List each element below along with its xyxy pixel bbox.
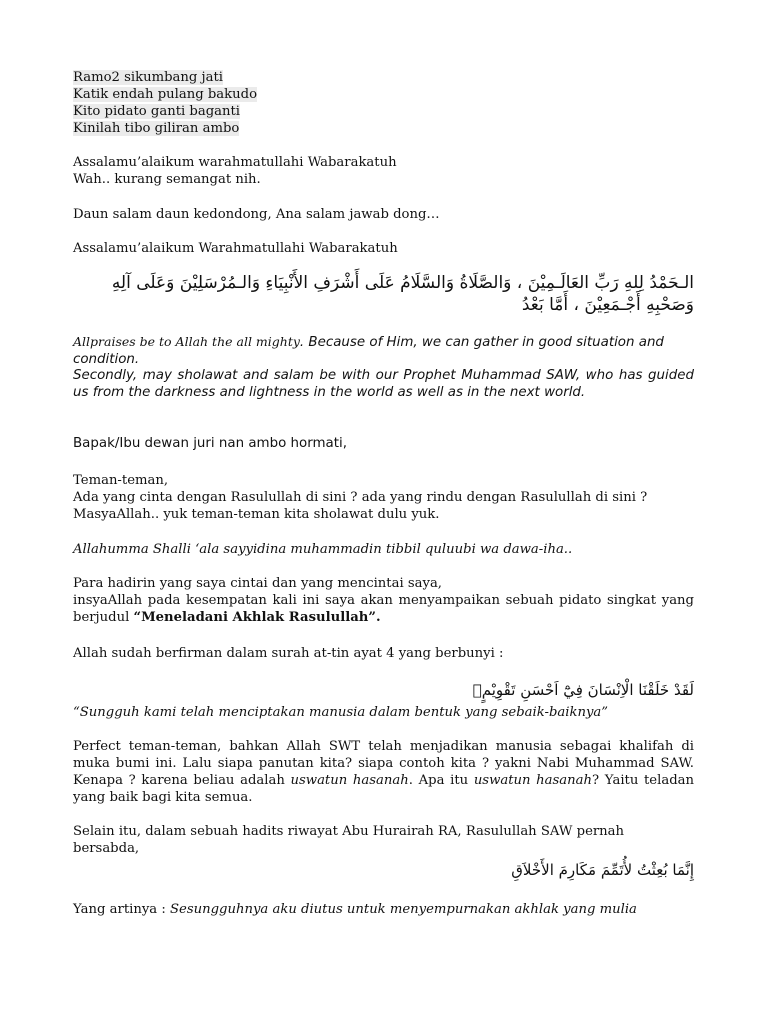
pantun-line-2: Katik endah pulang bakudo [73, 87, 258, 102]
arabic-hadith: إِنَّمَا بُعِثْتُ لأُتَمِّمَ مَكَارِمَ الأَخْلاَقِ [511, 861, 694, 879]
hadith-meaning-text: Sesungguhnya aku diutus untuk menyempurnakan akhlak yang mulia [170, 902, 637, 917]
quran-intro: Allah sudah berfirman dalam surah at-tin ayat 4 yang berbunyi : [73, 646, 504, 661]
friends-question: Ada yang cinta dengan Rasulullah di sini ? ada yang rindu dengan Rasulullah di sini ? [73, 490, 648, 505]
sholawat-text: Allahumma Shalli ‘ala sayyidina muhammadin tibbil quluubi wa dawa-iha.. [73, 542, 573, 557]
perfect-text-2: . Apa itu [408, 773, 474, 788]
salam-greeting: Assalamu’alaikum warahmatullahi Wabarakatuh [73, 155, 397, 170]
translation-part1-serif: Allpraises be to Allah the all mighty [73, 334, 300, 349]
address-jury: Bapak/Ibu dewan juri nan ambo hormati, [73, 436, 347, 451]
opening-pantun [73, 69, 257, 137]
intro-line-2: insyaAllah pada kesempatan kali ini saya akan menyampaikan sebuah pidato singkat yang berjudul [73, 593, 694, 625]
speech-title: “Meneladani Akhlak Rasulullah”. [133, 610, 381, 625]
intro-block [73, 575, 694, 626]
perfect-paragraph [73, 738, 694, 806]
hadith-meaning [73, 901, 637, 918]
english-translation [73, 334, 694, 401]
translation-part2: Secondly, may sholawat and salam be with our Prophet Muhammad SAW, who has guided us from the darkness and lightness in the world as well as in the next world. [73, 368, 694, 400]
intro-line-1: Para hadirin yang saya cintai dan yang mencintai saya, [73, 576, 442, 591]
perfect-text-3: ? Yaitu teladan yang baik bagi kita semua. [73, 773, 694, 805]
ayat-translation: “Sungguh kami telah menciptakan manusia dalam bentuk yang sebaik-baiknya” [73, 705, 609, 720]
pantun-line-1: Ramo2 sikumbang jati [73, 70, 223, 85]
perfect-text-1: Perfect teman-teman, bahkan Allah SWT telah menjadikan manusia sebagai khalifah di muka bumi ini. Lalu siapa panutan kita? siapa contoh kita ? yakni Nabi Muhammad SAW. Kenapa ? karena beliau adalah [73, 739, 694, 788]
friends-greeting: Teman-teman, [73, 473, 169, 488]
greeting-block [73, 154, 397, 188]
hadith-intro: Selain itu, dalam sebuah hadits riwayat Abu Hurairah RA, Rasulullah SAW pernah bersabda, [73, 824, 625, 856]
hadith-meaning-label: Yang artinya : [73, 902, 170, 917]
friends-invite: MasyaAllah.. yuk teman-teman kita sholawat dulu yuk. [73, 507, 440, 522]
arabic-hamdalah: الـحَمْدُ لِلهِ رَبِّ العَالَـمِيْنَ ، وَالصَّلَاةُ وَالسَّلَامُ عَلَى أَشْرَفِ الأَنْبِيَاءِ وَالـمُرْسَلِيْنَ وَعَلَى آلِهِ وَصَحْبِهِ أَجْـمَعِيْنَ ، أَمَّا بَعْدُ [111, 273, 694, 315]
translation-part1-sans: . Because of Him, we can gather in good situation and condition. [73, 335, 664, 367]
salam-remark: Wah.. kurang semangat nih. [73, 172, 261, 187]
perfect-italic-1: uswatun hasanah [290, 773, 409, 788]
salam-pantun: Daun salam daun kedondong, Ana salam jawab dong… [73, 207, 440, 222]
salam-reply: Assalamu’alaikum Warahmatullahi Wabarakatuh [73, 241, 398, 256]
pantun-line-4: Kinilah tibo giliran ambo [73, 121, 240, 136]
arabic-ayat: لَقَدْ خَلَقْنَا الْاِنْسَانَ فِيْٓ اَحْسَنِ تَقْوِيْمٍۖ [472, 681, 694, 699]
perfect-italic-2: uswatun hasanah [473, 773, 593, 788]
friends-block [73, 472, 647, 523]
pantun-line-3: Kito pidato ganti baganti [73, 104, 241, 119]
